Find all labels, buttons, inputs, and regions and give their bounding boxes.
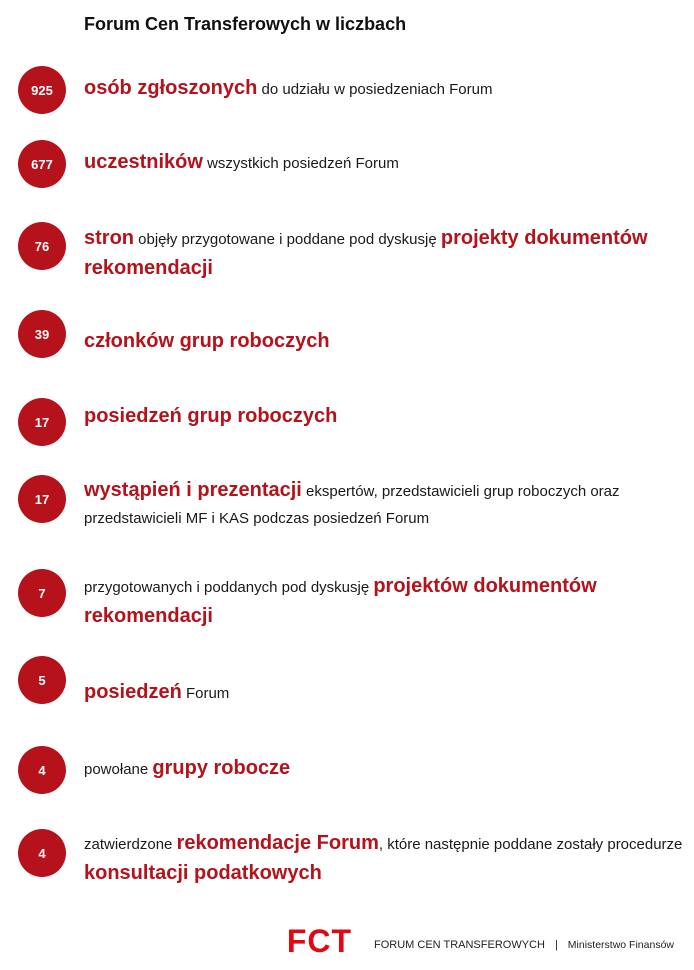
stat-text — [84, 224, 688, 284]
stat-number-badge: 39 — [18, 310, 66, 358]
stat-text — [84, 74, 688, 104]
stat-number-badge: 4 — [18, 829, 66, 877]
stat-description: do udziału w posiedzeniach Forum — [257, 81, 493, 98]
stat-number-badge: 5 — [18, 656, 66, 704]
fct-logo: FCT — [286, 923, 353, 959]
stat-description: ekspertów, przedstawicieli grup roboczych oraz przedstawicieli MF i KAS podczas posiedzeń Forum — [84, 483, 620, 527]
stat-highlight: posiedzeń grup roboczych — [84, 405, 338, 427]
stat-description: Forum — [181, 685, 230, 702]
stat-number-badge: 76 — [18, 222, 66, 270]
stat-highlight: osób zgłoszonych — [84, 77, 258, 99]
stat-number-badge: 925 — [18, 66, 66, 114]
stat-highlight: grupy robocze — [152, 757, 291, 779]
stat-highlight: projektów dokumentów rekomendacji — [84, 575, 597, 627]
stat-description: zatwierdzone — [84, 836, 177, 853]
stat-description: , które następnie poddane zostały procedurze — [378, 836, 683, 853]
stat-text — [84, 829, 688, 889]
stat-description: wszystkich posiedzeń Forum — [202, 155, 399, 172]
stat-highlight: uczestników — [84, 151, 203, 173]
stat-highlight: stron — [84, 227, 134, 249]
stat-text — [84, 402, 688, 432]
stat-text — [84, 678, 688, 708]
stat-number-badge: 7 — [18, 569, 66, 617]
stat-highlight: członków grup roboczych — [84, 330, 330, 352]
stat-description: przygotowanych i poddanych pod dyskusję — [84, 579, 374, 596]
footer — [287, 924, 674, 958]
stat-text — [84, 477, 688, 532]
stat-highlight: wystąpień i prezentacji — [84, 479, 302, 501]
stat-highlight: posiedzeń — [84, 681, 182, 703]
stat-text — [84, 327, 688, 357]
stat-description: powołane — [84, 761, 153, 778]
footer-ministry: Ministerstwo Finansów — [567, 939, 674, 951]
stat-description: objęły przygotowane i poddane pod dyskusję — [134, 231, 441, 248]
stat-number-badge: 4 — [18, 746, 66, 794]
stat-number-badge: 17 — [18, 475, 66, 523]
stat-highlight: rekomendacje Forum — [176, 832, 379, 854]
stat-number-badge: 17 — [18, 398, 66, 446]
page-title: Forum Cen Transferowych w liczbach — [84, 14, 407, 34]
footer-organization: FORUM CEN TRANSFEROWYCH — [374, 939, 545, 951]
stat-text — [84, 572, 688, 632]
stat-number-badge: 677 — [18, 140, 66, 188]
stat-text — [84, 148, 688, 178]
stat-text — [84, 754, 688, 784]
stat-highlight: konsultacji podatkowych — [84, 862, 322, 884]
stat-highlight: projekty dokumentów rekomendacji — [84, 227, 648, 279]
footer-separator: | — [554, 939, 558, 951]
